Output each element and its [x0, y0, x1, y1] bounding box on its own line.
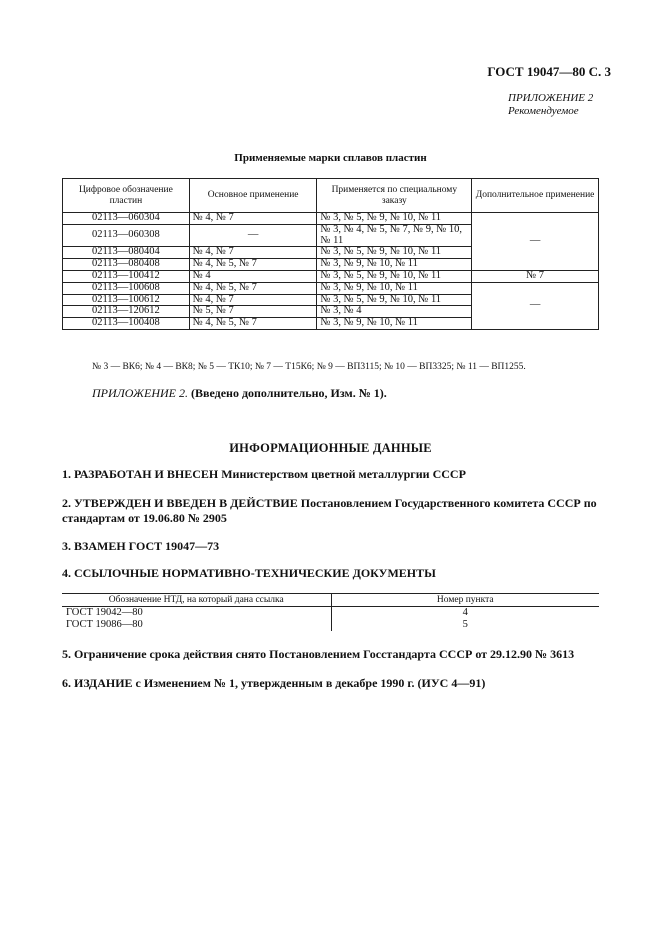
- special-order-cell: № 3, № 4: [317, 306, 472, 318]
- page-header: ГОСТ 19047—80 С. 3: [487, 64, 611, 79]
- info-item-4: 4. ССЫЛОЧНЫЕ НОРМАТИВНО-ТЕХНИЧЕСКИЕ ДОКУМЕНТЫ: [62, 566, 436, 580]
- column-header: Дополнительное применение: [472, 179, 599, 213]
- main-use-cell: № 4, № 7: [189, 213, 317, 225]
- special-order-cell: № 3, № 9, № 10, № 11: [317, 282, 472, 294]
- main-use-cell: № 4, № 5, № 7: [189, 318, 317, 330]
- additional-use-cell: № 7: [472, 270, 599, 282]
- table-header-row: [62, 594, 599, 607]
- main-use-cell: № 4, № 7: [189, 294, 317, 306]
- table-row: [63, 213, 599, 225]
- info-item-1: 1. РАЗРАБОТАН И ВНЕСЕН Министерством цветной металлургии СССР: [62, 467, 466, 481]
- main-use-cell: № 4, № 7: [189, 247, 317, 259]
- plate-code-cell: 02113—080404: [63, 247, 190, 259]
- main-use-cell: № 4: [189, 270, 317, 282]
- special-order-cell: № 3, № 5, № 9, № 10, № 11: [317, 270, 472, 282]
- info-item-6: 6. ИЗДАНИЕ с Изменением № 1, утвержденным в декабре 1990 г. (ИУС 4—91): [62, 676, 486, 690]
- special-order-cell: № 3, № 5, № 9, № 10, № 11: [317, 213, 472, 225]
- note-amendment: (Введено дополнительно, Изм. № 1).: [190, 386, 387, 400]
- table-header-row: [63, 179, 599, 213]
- clause-cell: 4: [462, 607, 468, 618]
- appendix-status: Рекомендуемое: [508, 105, 579, 117]
- special-order-cell: № 3, № 5, № 9, № 10, № 11: [317, 294, 472, 306]
- references-table: [62, 593, 599, 631]
- column-header: Цифровое обозначение пластин: [63, 179, 190, 213]
- plate-code-cell: 02113—100612: [63, 294, 190, 306]
- table-row: [62, 619, 599, 631]
- special-order-cell: № 3, № 4, № 5, № 7, № 9, № 10, № 11: [317, 224, 472, 247]
- additional-use-cell: —: [472, 282, 599, 329]
- plate-code-cell: 02113—120612: [63, 306, 190, 318]
- table-row: [63, 282, 599, 294]
- additional-use-cell: —: [472, 213, 599, 271]
- document-cell: ГОСТ 19042—80: [62, 607, 331, 620]
- note-appendix-ref: ПРИЛОЖЕНИЕ 2.: [92, 386, 188, 400]
- special-order-cell: № 3, № 9, № 10, № 11: [317, 318, 472, 330]
- info-item-2: 2. УТВЕРЖДЕН И ВВЕДЕН В ДЕЙСТВИЕ Постановлением Государственного комитета СССР по стандартам от 19.06.80 № 2905: [62, 496, 597, 525]
- alloy-legend: № 3 — ВК6; № 4 — ВК8; № 5 — ТК10; № 7 — Т15К6; № 9 — ВП3115; № 10 — ВП3325; № 11 — ВП1255.: [92, 362, 526, 372]
- column-header: Обозначение НТД, на который дана ссылка: [62, 594, 331, 607]
- main-use-cell: № 4, № 5, № 7: [189, 259, 317, 271]
- alloy-table: [62, 178, 599, 330]
- column-header: Основное применение: [189, 179, 317, 213]
- table1-caption: Применяемые марки сплавов пластин: [234, 152, 427, 164]
- plate-code-cell: 02113—060308: [63, 224, 190, 247]
- main-use-cell: № 5, № 7: [189, 306, 317, 318]
- info-item-3: 3. ВЗАМЕН ГОСТ 19047—73: [62, 539, 220, 553]
- plate-code-cell: 02113—060304: [63, 213, 190, 225]
- special-order-cell: № 3, № 5, № 9, № 10, № 11: [317, 247, 472, 259]
- info-title: ИНФОРМАЦИОННЫЕ ДАННЫЕ: [229, 441, 432, 455]
- appendix-note: [92, 386, 387, 401]
- main-use-cell: № 4, № 5, № 7: [189, 282, 317, 294]
- plate-code-cell: 02113—080408: [63, 259, 190, 271]
- appendix-label: ПРИЛОЖЕНИЕ 2: [508, 92, 594, 104]
- plate-code-cell: 02113—100412: [63, 270, 190, 282]
- info-item-5: 5. Ограничение срока действия снято Постановлением Госстандарта СССР от 29.12.90 № 3613: [62, 647, 575, 661]
- clause-cell: 5: [462, 619, 468, 630]
- table-row: [62, 607, 599, 620]
- table-row: [63, 270, 599, 282]
- plate-code-cell: 02113—100408: [63, 318, 190, 330]
- special-order-cell: № 3, № 9, № 10, № 11: [317, 259, 472, 271]
- plate-code-cell: 02113—100608: [63, 282, 190, 294]
- main-use-cell: —: [189, 224, 317, 247]
- document-cell: ГОСТ 19086—80: [62, 619, 331, 631]
- column-header: Номер пункта: [331, 594, 599, 607]
- column-header: Применяется по специальному заказу: [317, 179, 472, 213]
